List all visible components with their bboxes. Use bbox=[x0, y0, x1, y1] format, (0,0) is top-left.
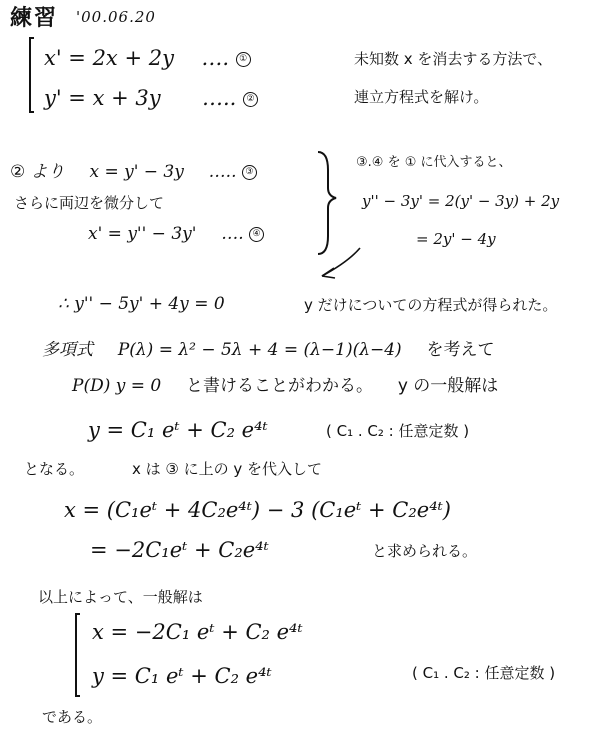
ode-equation: ∴ y'' − 5y' + 4y = 0 bbox=[58, 294, 225, 314]
ending-text: である。 bbox=[42, 708, 103, 726]
constant-note: ( C₁ . C₂ : 任意定数 ) bbox=[326, 422, 470, 440]
pd-expr: P(D) y = 0 bbox=[72, 376, 162, 396]
equation-2 bbox=[44, 88, 258, 109]
substitution-eq-1: y'' − 3y' = 2(y' − 3y) + 2y bbox=[362, 192, 560, 210]
date: '00.06.20 bbox=[76, 8, 156, 26]
problem-note-line-1: 未知数 x を消去する方法で、 bbox=[354, 50, 553, 68]
eq3-text: x = y' − 3y bbox=[89, 162, 184, 182]
final-x-solution: x = −2C₁ eᵗ + C₂ e⁴ᵗ bbox=[92, 620, 303, 644]
eq4-ref: ④ bbox=[249, 227, 264, 242]
equation-1-ref: ① bbox=[236, 52, 251, 67]
eq4-text: x' = y'' − 3y' bbox=[88, 224, 197, 244]
becomes-text: となる。 bbox=[24, 460, 85, 478]
equation-2-dots: ….. bbox=[201, 86, 244, 110]
substitution-eq-2: = 2y' − 4y bbox=[416, 230, 496, 248]
conclusion-text: 以上によって、一般解は bbox=[38, 588, 203, 606]
y-general-solution: y = C₁ eᵗ + C₂ e⁴ᵗ bbox=[88, 418, 268, 442]
system-brace-final bbox=[76, 614, 80, 696]
x-equation-2: = −2C₁eᵗ + C₂e⁴ᵗ bbox=[90, 538, 269, 562]
eq3-ref: ③ bbox=[242, 165, 257, 180]
step-eq4 bbox=[88, 226, 264, 243]
eq4-dots: …. bbox=[221, 224, 244, 244]
page-title: 練習 bbox=[10, 6, 59, 31]
system-brace-top bbox=[30, 38, 34, 112]
step-eq3 bbox=[10, 164, 257, 181]
equation-2-ref: ② bbox=[243, 92, 258, 107]
polynomial-expr: P(λ) = λ² − 5λ + 4 = (λ−1)(λ−4) bbox=[117, 340, 402, 360]
equation-1-text: x' = 2x + 2y bbox=[44, 46, 174, 70]
polynomial-label: 多項式 bbox=[42, 340, 93, 360]
eq3-dots: ….. bbox=[208, 162, 237, 182]
differentiate-text: さらに両辺を微分して bbox=[14, 194, 165, 212]
from-2-prefix: ② より bbox=[10, 162, 65, 182]
pd-line bbox=[72, 378, 498, 395]
equation-1 bbox=[44, 48, 251, 69]
problem-note-line-2: 連立方程式を解け。 bbox=[354, 88, 489, 106]
pd-note: と書けることがわかる。 bbox=[186, 376, 374, 396]
substitution-brace bbox=[318, 152, 336, 254]
final-constant-note: ( C₁ . C₂ : 任意定数 ) bbox=[412, 664, 556, 682]
general-note: y の一般解は bbox=[397, 376, 499, 396]
equation-2-text: y' = x + 3y bbox=[44, 86, 161, 110]
x-equation-1: x = (C₁eᵗ + 4C₂e⁴ᵗ) − 3 (C₁eᵗ + C₂e⁴ᵗ) bbox=[64, 498, 452, 522]
equation-1-dots: …. bbox=[201, 46, 236, 70]
x-obtained-text: と求められる。 bbox=[372, 542, 478, 560]
polynomial-note: を考えて bbox=[426, 340, 495, 360]
substitution-text: ③.④ を ① に代入すると、 bbox=[356, 155, 512, 170]
ode-note: y だけについての方程式が得られた。 bbox=[304, 296, 558, 314]
polynomial-line bbox=[42, 342, 495, 359]
x-substitution-note: x は ③ に上の y を代入して bbox=[132, 460, 323, 478]
final-y-solution: y = C₁ eᵗ + C₂ e⁴ᵗ bbox=[92, 664, 272, 688]
